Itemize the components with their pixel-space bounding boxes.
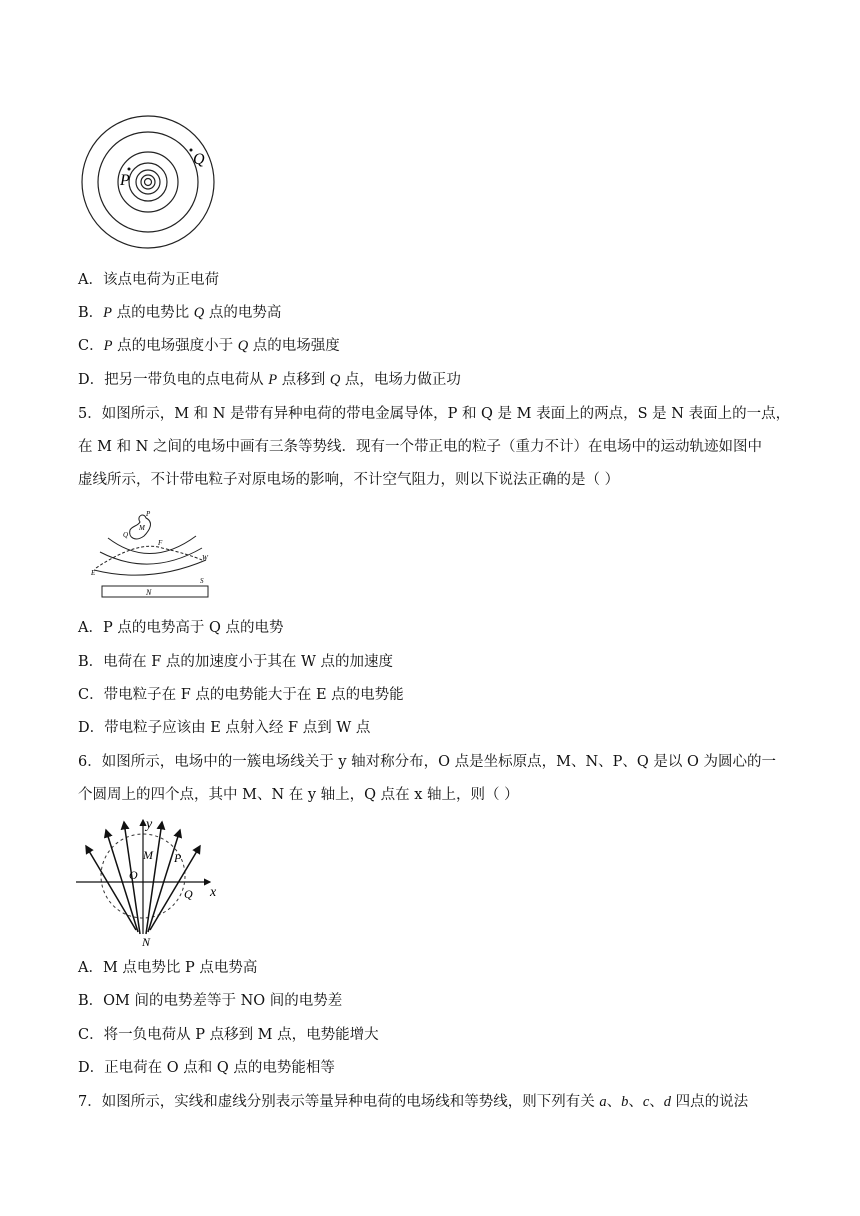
q6-option-c: C．将一负电荷从 P 点移到 M 点，电势能增大: [78, 1027, 379, 1043]
label-p: P: [120, 172, 130, 189]
q5-stem-line-2: 在 M 和 N 之间的电场中画有三条等势线．现有一个带正电的粒子（重力不计）在电场中的运动轨迹如图中: [78, 439, 762, 455]
q4-option-a: A．该点电荷为正电荷: [78, 272, 219, 288]
circle-4: [129, 163, 167, 201]
q6-option-b: B．OM 间的电势差等于 NO 间的电势差: [78, 993, 343, 1009]
label-q: Q: [193, 151, 205, 168]
q5-option-c: C．带电粒子在 F 点的电势能大于在 E 点的电势能: [78, 687, 404, 703]
circle-7: [145, 179, 152, 186]
q6-stem-line-2: 个圆周上的四个点，其中 M、N 在 y 轴上，Q 点在 x 轴上，则（ ）: [78, 787, 519, 803]
label-e: E: [91, 569, 96, 577]
equipotential-3: [94, 560, 206, 575]
circle-6: [141, 175, 155, 189]
field-line-4: [146, 822, 162, 934]
circle-2: [98, 132, 198, 232]
label-w: W: [202, 554, 208, 562]
label-n: N: [142, 935, 151, 949]
x-axis-label: x: [210, 885, 217, 900]
label-q: Q: [184, 887, 193, 901]
circle-1: [82, 116, 214, 248]
q5-option-a: A．P 点的电势高于 Q 点的电势: [78, 620, 284, 636]
q5-stem-line-3: 虚线所示，不计带电粒子对原电场的影响，不计空气阻力，则以下说法正确的是（ ）: [78, 472, 620, 488]
q5-stem-line-1: 5．如图所示，M 和 N 是带有异种电荷的带电金属导体，P 和 Q 是 M 表面上的两点，S 是 N 表面上的一点，: [78, 406, 791, 422]
point-p-dot: [128, 168, 131, 171]
q5-option-b: B．电荷在 F 点的加速度小于其在 W 点的加速度: [78, 654, 394, 670]
q6-stem-line-1: 6．如图所示，电场中的一簇电场线关于 y 轴对称分布，O 点是坐标原点，M、N、P、Q 是以 O 为圆心的一: [78, 754, 777, 770]
q4-option-c: C．P 点的电场强度小于 Q 点的电场强度: [78, 338, 340, 354]
label-p: P: [174, 851, 182, 865]
fig-concentric-circles: [80, 112, 220, 252]
fig-field-lines-axes: [76, 816, 226, 950]
label-f: F: [158, 539, 163, 547]
label-s: S: [200, 577, 204, 585]
q6-option-d: D．正电荷在 O 点和 Q 点的电势能相等: [78, 1060, 335, 1076]
label-q: Q: [123, 531, 129, 539]
label-p: P: [146, 510, 151, 518]
label-o: O: [129, 868, 138, 882]
q6-option-a: A．M 点电势比 P 点电势高: [78, 960, 258, 976]
q4-option-b: B．P 点的电势比 Q 点的电势高: [78, 305, 282, 321]
label-m: M: [139, 524, 145, 532]
label-n: N: [146, 588, 152, 597]
q7-stem-line-1: 7．如图所示，实线和虚线分别表示等量异种电荷的电场线和等势线，则下列有关 a、b、c、d 四点的说法: [78, 1094, 749, 1110]
y-axis-label: y: [146, 817, 153, 832]
q4-option-d: D．把另一带负电的点电荷从 P 点移到 Q 点，电场力做正功: [78, 372, 461, 388]
circle-5: [136, 170, 160, 194]
field-line-5: [148, 830, 180, 932]
label-m: M: [143, 848, 153, 862]
equipotential-1: [108, 536, 196, 554]
conductor-n: [102, 586, 208, 597]
fig-conductors-mn: [88, 508, 218, 600]
q5-option-d: D．带电粒子应该由 E 点射入经 F 点到 W 点: [78, 720, 371, 736]
